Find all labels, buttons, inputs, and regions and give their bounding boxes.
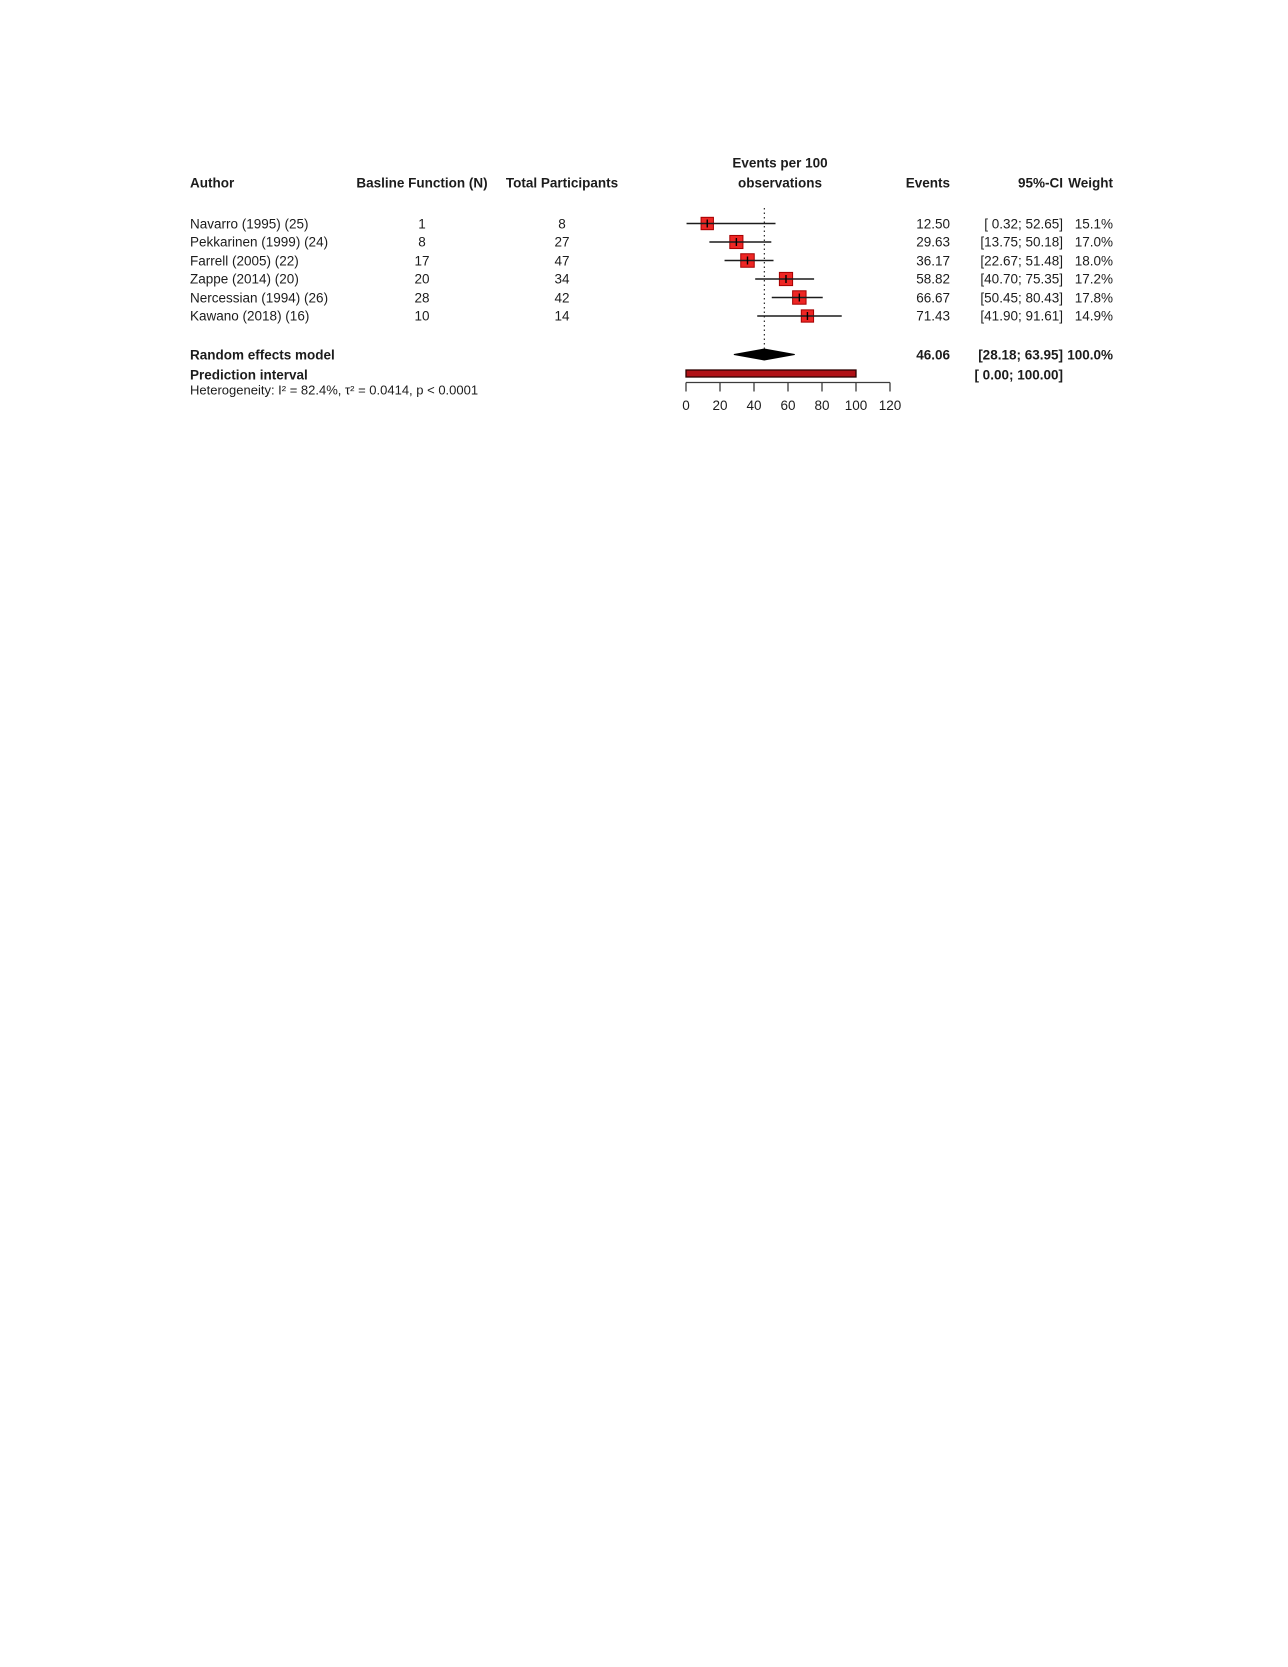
plot-header-line2: observations — [737, 175, 823, 191]
col-header-baseline-function: Basline Function (N) — [356, 175, 488, 191]
study-square — [730, 235, 743, 248]
study-baseline: 10 — [414, 308, 430, 324]
study-weight: 18.0% — [1074, 252, 1113, 268]
x-axis-tick-label: 120 — [878, 398, 902, 413]
summary-ci: [28.18; 63.95] — [978, 347, 1063, 363]
study-ci: [41.90; 91.61] — [980, 308, 1063, 324]
study-author: Zappe (2014) (20) — [190, 271, 299, 287]
study-total: 34 — [554, 271, 570, 287]
prediction-ci: [ 0.00; 100.00] — [974, 366, 1063, 382]
study-total: 27 — [554, 234, 570, 250]
x-axis-tick-label: 0 — [682, 398, 690, 413]
summary-weight: 100.0% — [1067, 347, 1113, 363]
prediction-label: Prediction interval — [190, 366, 308, 382]
study-events: 36.17 — [916, 252, 950, 268]
study-events: 29.63 — [916, 234, 950, 250]
heterogeneity-note: Heterogeneity: I² = 82.4%, τ² = 0.0414, p < 0.0001 — [190, 382, 479, 398]
study-weight: 17.8% — [1074, 289, 1113, 305]
study-events: 12.50 — [916, 215, 950, 231]
x-axis-tick-label: 80 — [814, 398, 830, 413]
study-author: Kawano (2018) (16) — [190, 308, 310, 324]
summary-label: Random effects model — [190, 347, 335, 363]
x-axis-tick-label: 20 — [712, 398, 728, 413]
study-weight: 17.2% — [1074, 271, 1113, 287]
study-ci: [13.75; 50.18] — [980, 234, 1063, 250]
study-total: 47 — [554, 252, 570, 268]
study-weight: 14.9% — [1074, 308, 1113, 324]
col-header-weight: Weight — [1068, 175, 1113, 191]
study-square — [741, 254, 755, 268]
study-author: Farrell (2005) (22) — [190, 252, 299, 268]
study-ci: [40.70; 75.35] — [980, 271, 1063, 287]
study-square — [801, 310, 813, 322]
pooled-diamond — [734, 349, 795, 360]
study-baseline: 1 — [418, 215, 426, 231]
plot-header-line1: Events per 100 — [732, 155, 828, 171]
study-square — [793, 291, 806, 304]
study-weight: 17.0% — [1074, 234, 1113, 250]
study-author: Pekkarinen (1999) (24) — [190, 234, 329, 250]
study-baseline: 20 — [414, 271, 430, 287]
study-baseline: 8 — [418, 234, 426, 250]
col-header-ci: 95%-CI — [1017, 175, 1063, 191]
study-weight: 15.1% — [1074, 215, 1113, 231]
summary-events: 46.06 — [916, 347, 950, 363]
study-total: 14 — [554, 308, 570, 324]
study-total: 8 — [558, 215, 566, 231]
study-baseline: 28 — [414, 289, 430, 305]
x-axis-tick-label: 40 — [746, 398, 762, 413]
x-axis-tick-label: 100 — [844, 398, 868, 413]
study-ci: [ 0.32; 52.65] — [984, 215, 1063, 231]
col-header-events: Events — [905, 175, 950, 191]
study-square — [701, 217, 713, 229]
prediction-interval-bar — [686, 370, 856, 377]
study-baseline: 17 — [414, 252, 430, 268]
study-author: Navarro (1995) (25) — [190, 215, 309, 231]
study-author: Nercessian (1994) (26) — [190, 289, 329, 305]
study-square — [779, 272, 792, 285]
col-header-total-participants: Total Participants — [505, 175, 619, 191]
study-events: 71.43 — [916, 308, 950, 324]
study-total: 42 — [554, 289, 570, 305]
study-events: 66.67 — [916, 289, 950, 305]
study-ci: [50.45; 80.43] — [980, 289, 1063, 305]
study-ci: [22.67; 51.48] — [980, 252, 1063, 268]
col-header-author: Author — [190, 175, 235, 191]
x-axis-tick-label: 60 — [780, 398, 796, 413]
study-events: 58.82 — [916, 271, 950, 287]
